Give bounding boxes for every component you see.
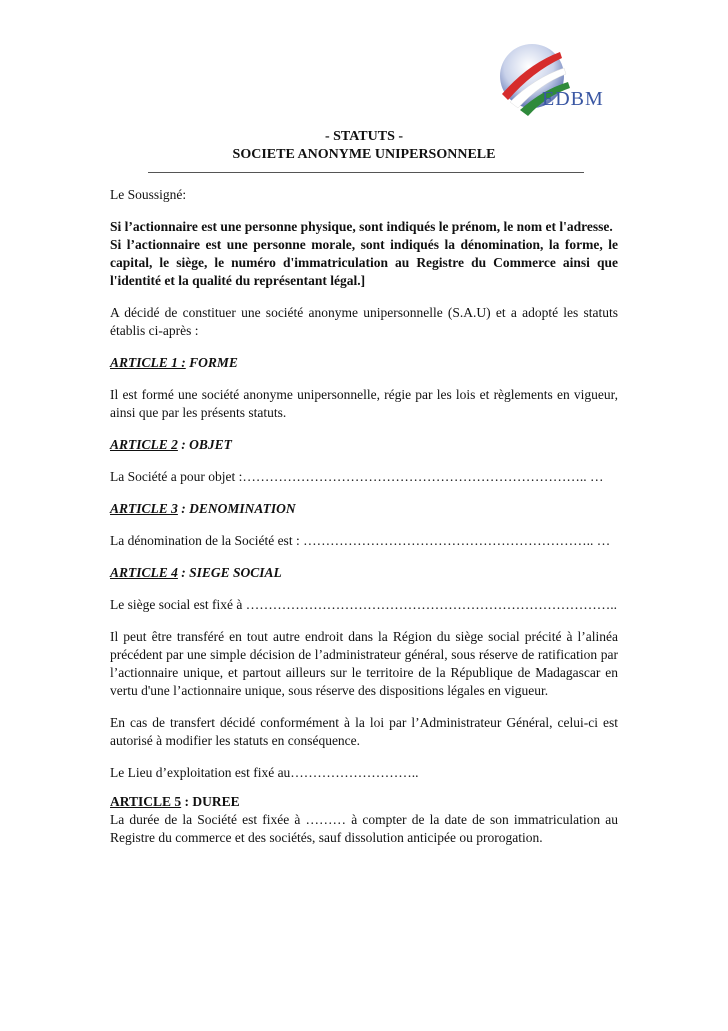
article-4-body-transfer: Il peut être transféré en tout autre endroit dans la Région du siège social précité à l’alinéa précédent par une simple décision de l’administrateur général, sous réserve de ratification par l’actionnaire unique, et partout ailleurs sur le territoire de la République de Madagascar en vertu d'une l’actionnaire unique, sous réserve des dispositions légales en vigueur. — [110, 629, 618, 698]
article-4-heading — [110, 564, 618, 582]
article-5-body: La durée de la Société est fixée à ……… à compter de la date de son immatriculation au Registre du commerce et des sociétés, sauf dissolution anticipée ou prorogation. — [110, 812, 618, 845]
article-4-label: ARTICLE 4 — [110, 565, 178, 580]
article-2-heading — [110, 436, 618, 454]
document-subtitle: SOCIETE ANONYME UNIPERSONNELE — [232, 147, 496, 162]
article-5-title: : DUREE — [181, 794, 240, 809]
article-3-label: ARTICLE 3 — [110, 501, 178, 516]
article-4-body-modification: En cas de transfert décidé conformément à la loi par l’Administrateur Général, celui-ci est autorisé à modifier les statuts en conséquence. — [110, 715, 618, 748]
article-1-label: ARTICLE 1 : — [110, 355, 186, 370]
document-header — [0, 128, 728, 164]
header-divider — [148, 172, 584, 173]
article-3-body: La dénomination de la Société est : ……………………………………………………….. … — [110, 533, 611, 548]
soussigne-line: Le Soussigné: — [110, 187, 187, 202]
document-title: - STATUTS - — [324, 129, 404, 144]
intro-moral-person: Si l’actionnaire est une personne morale, sont indiqués la dénomination, la forme, le capital, le siège, le numéro d'immatriculation au Registre du Commerce ainsi que l'identité et la qualité du représentant légal.] — [110, 237, 618, 288]
intro-decision: A décidé de constituer une société anonyme unipersonnelle (S.A.U) et a adopté les statuts établis ci-après : — [110, 305, 618, 338]
article-2-body: La Société a pour objet :………………………………………………………………….. … — [110, 469, 604, 484]
article-3-title: : DENOMINATION — [177, 501, 296, 516]
article-2-label: ARTICLE 2 — [110, 437, 178, 452]
article-1-title: FORME — [185, 355, 238, 370]
logo-text: EDBM — [542, 88, 604, 110]
intro-physical-person: Si l’actionnaire est une personne physique, sont indiqués le prénom, le nom et l'adresse. — [110, 219, 613, 234]
document-body — [110, 186, 618, 847]
article-4-body-location: Le Lieu d’exploitation est fixé au……………………….. — [110, 765, 419, 780]
article-2-title: : OBJET — [177, 437, 232, 452]
article-1-body: Il est formé une société anonyme unipersonnelle, régie par les lois et règlements en vigueur, ainsi que par les présents statuts. — [110, 387, 618, 420]
article-5-heading — [110, 793, 618, 811]
article-4-title: : SIEGE SOCIAL — [177, 565, 282, 580]
article-1-heading — [110, 354, 618, 372]
article-5-label: ARTICLE 5 — [110, 794, 182, 809]
article-4-body-address: Le siège social est fixé à ……………………………………………………………………….. — [110, 597, 617, 612]
article-3-heading — [110, 500, 618, 518]
